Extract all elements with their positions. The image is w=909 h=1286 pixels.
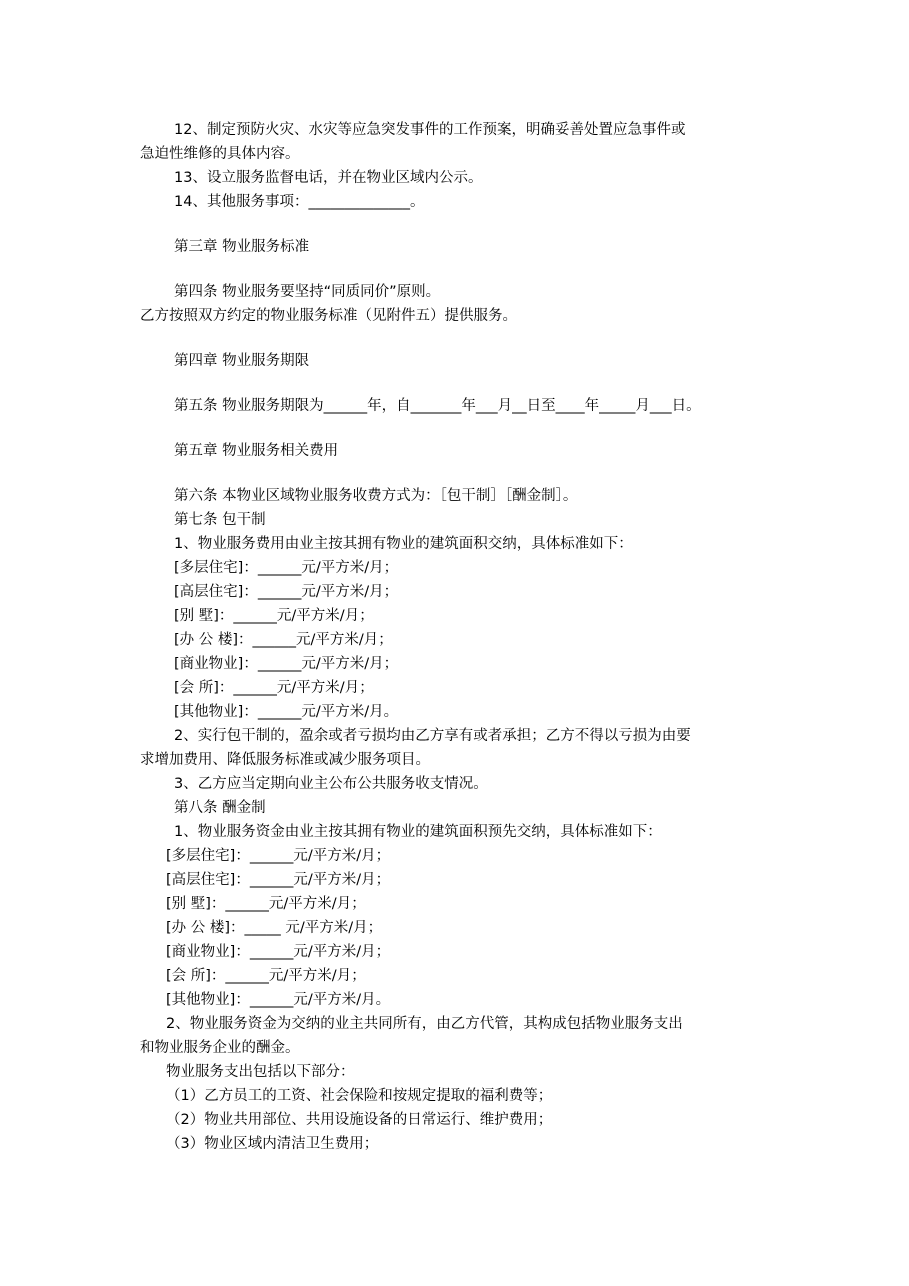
article-7-item-2-line-2: 求增加费用、降低服务标准或减少服务项目。 (140, 752, 430, 768)
expense-item-3: （3）物业区域内清洁卫生费用； (166, 1136, 379, 1152)
clause-14: 14、其他服务事项：______________。 (174, 194, 425, 210)
article-8-item-2-line-2: 和物业服务企业的酬金。 (140, 1040, 300, 1056)
article-8-item-1: 1、物业服务资金由业主按其拥有物业的建筑面积预先交纳，具体标准如下： (174, 824, 662, 840)
fund-row-clubhouse: [会 所]：______元/平方米/月； (166, 968, 366, 984)
fund-row-villa: [别 墅]：______元/平方米/月； (166, 896, 366, 912)
fee-row-other: [其他物业]：______元/平方米/月。 (174, 704, 399, 720)
fee-row-clubhouse: [会 所]：______元/平方米/月； (174, 680, 374, 696)
clause-12-line-2: 急迫性维修的具体内容。 (140, 146, 300, 162)
fund-row-high-rise: [高层住宅]：______元/平方米/月； (166, 872, 391, 888)
article-7-item-3: 3、乙方应当定期向业主公布公共服务收支情况。 (174, 776, 488, 792)
article-8-item-2-line-1: 2、物业服务资金为交纳的业主共同所有，由乙方代管，其构成包括物业服务支出 (166, 1016, 683, 1032)
fund-row-other: [其他物业]：______元/平方米/月。 (166, 992, 391, 1008)
chapter-4-heading: 第四章 物业服务期限 (174, 353, 310, 369)
article-8-heading: 第八条 酬金制 (174, 800, 266, 816)
chapter-5-heading: 第五章 物业服务相关费用 (174, 443, 339, 459)
article-6: 第六条 本物业区域物业服务收费方式为：［包干制］［酬金制］。 (174, 488, 578, 504)
article-7-item-2-line-1: 2、实行包干制的，盈余或者亏损均由乙方享有或者承担；乙方不得以亏损为由要 (174, 728, 691, 744)
fund-row-multi-storey: [多层住宅]：______元/平方米/月； (166, 848, 391, 864)
article-7-heading: 第七条 包干制 (174, 512, 266, 528)
chapter-3-heading: 第三章 物业服务标准 (174, 239, 310, 255)
fund-row-commercial: [商业物业]：______元/平方米/月； (166, 944, 391, 960)
expense-item-1: （1）乙方员工的工资、社会保险和按规定提取的福利费等； (166, 1088, 553, 1104)
fee-row-villa: [别 墅]：______元/平方米/月； (174, 608, 374, 624)
expense-item-2: （2）物业共用部位、共用设施设备的日常运行、维护费用； (166, 1112, 553, 1128)
article-5: 第五条 物业服务期限为______年，自_______年___月__日至____年_____月___日。 (174, 398, 701, 414)
fee-row-high-rise: [高层住宅]：______元/平方米/月； (174, 584, 399, 600)
fund-row-office: [办 公 楼]：_____ 元/平方米/月； (166, 920, 383, 936)
article-7-item-1: 1、物业服务费用由业主按其拥有物业的建筑面积交纳，具体标准如下： (174, 536, 633, 552)
article-4: 第四条 物业服务要坚持“同质同价”原则。 (174, 284, 441, 300)
expense-intro: 物业服务支出包括以下部分： (166, 1064, 355, 1080)
article-4-detail: 乙方按照双方约定的物业服务标准（见附件五）提供服务。 (140, 308, 517, 324)
clause-13: 13、设立服务监督电话，并在物业区域内公示。 (174, 170, 483, 186)
fee-row-multi-storey: [多层住宅]：______元/平方米/月； (174, 560, 399, 576)
fee-row-office: [办 公 楼]：______元/平方米/月； (174, 632, 393, 648)
fee-row-commercial: [商业物业]：______元/平方米/月； (174, 656, 399, 672)
clause-12-line-1: 12、制定预防火灾、水灾等应急突发事件的工作预案，明确妥善处置应急事件或 (174, 122, 686, 138)
